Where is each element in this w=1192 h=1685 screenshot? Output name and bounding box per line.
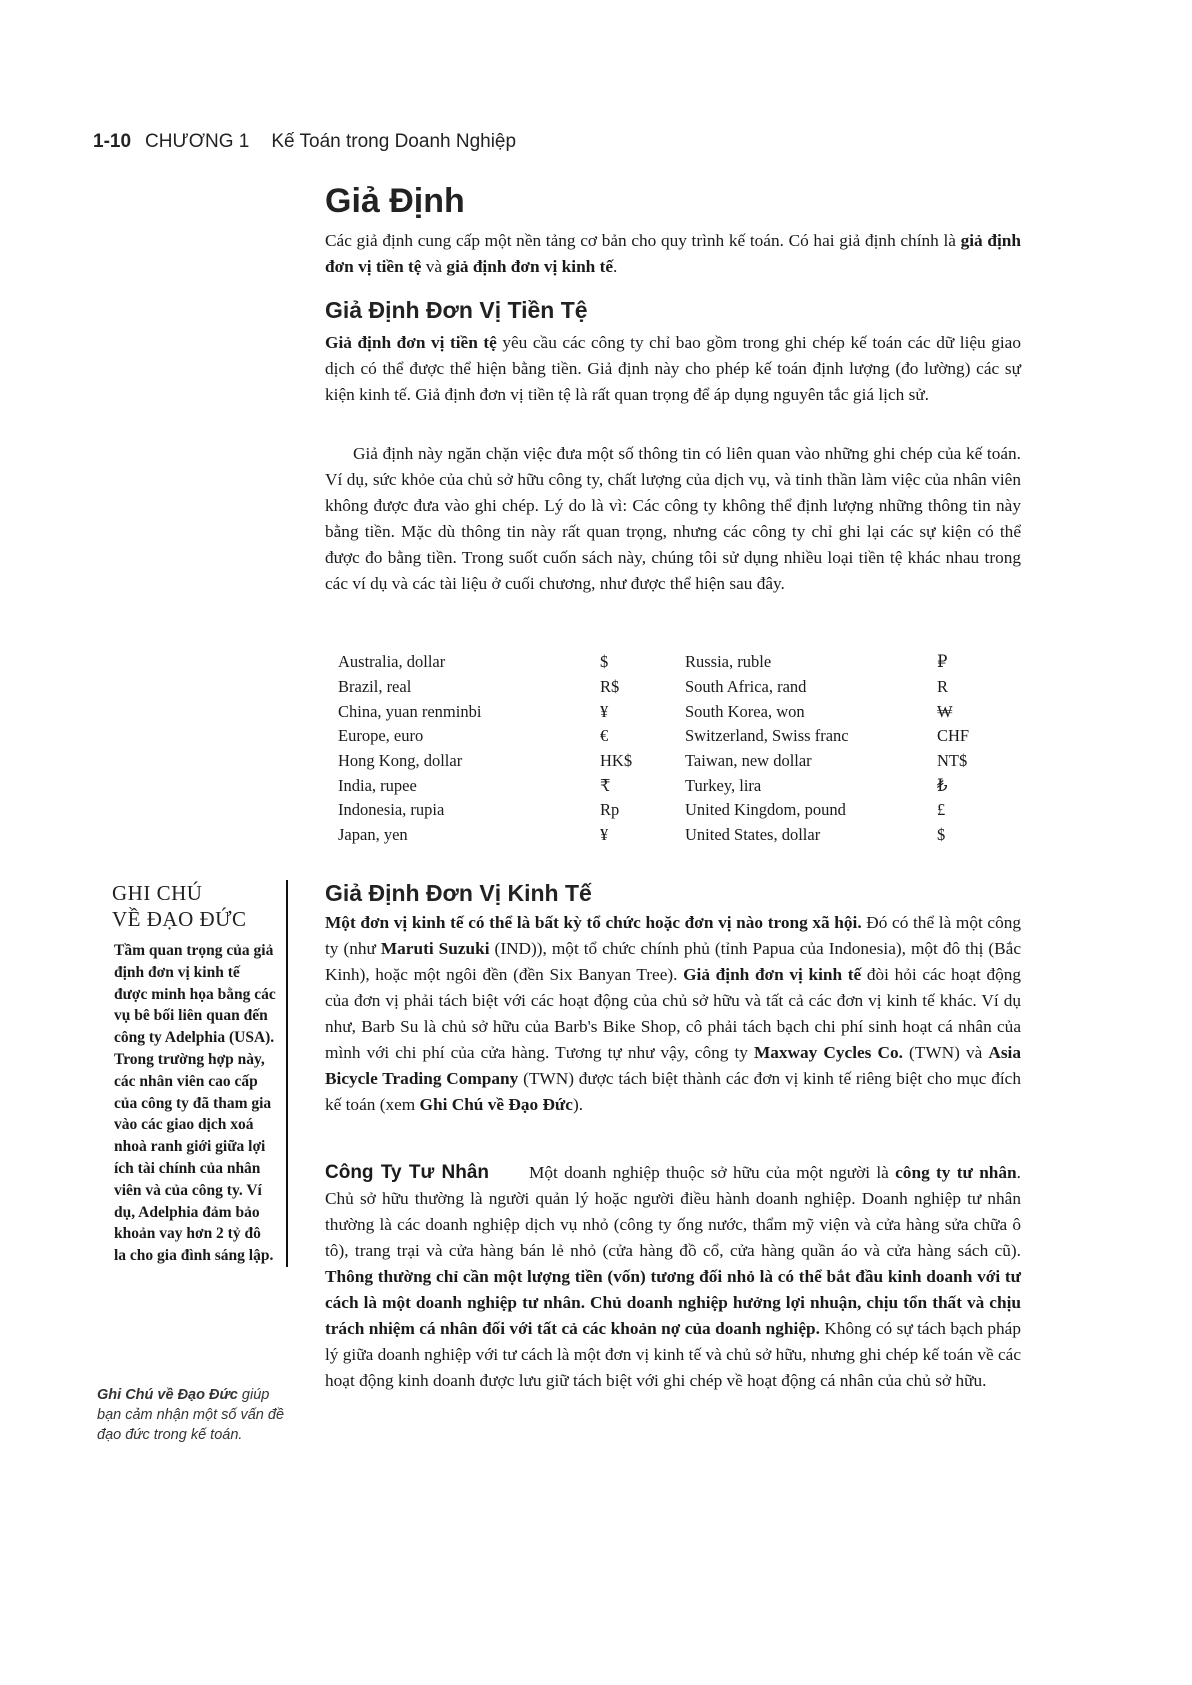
currency-name: Taiwan, new dollar — [685, 751, 812, 771]
economic-heading: Giả Định Đơn Vị Kinh Tế — [325, 880, 592, 906]
currency-name: India, rupee — [338, 775, 417, 795]
currency-symbol: Rp — [600, 800, 620, 820]
chapter-label: CHƯƠNG 1 — [145, 131, 250, 152]
ethics-sidebar-body: Tầm quan trọng của giả định đơn vị kinh tế được minh họa bằng các vụ bê bối liên quan đến công ty Adelphia (USA). Trong trường hợp này, các nhân viên cao cấp của công ty đã tham gia vào các giao dịch xoá nhoà ranh giới giữa lợi ích tài chính của nhân viên và của công ty. Ví dụ, Adelphia đảm bảo khoản vay hơn 2 tỷ đô la cho gia đình sáng lập. — [114, 942, 276, 1265]
currency-row — [338, 773, 997, 798]
currency-name: United States, dollar — [685, 825, 821, 845]
currency-row — [338, 798, 997, 823]
intro-bold-economic: giả định đơn vị kinh tế — [446, 257, 614, 276]
currency-symbol: R — [937, 677, 949, 697]
monetary-paragraph-1: Giả định đơn vị tiền tệ yêu cầu các công ty chỉ bao gồm trong ghi chép kế toán các dữ liệu giao dịch có thể được thể hiện bằng tiền. Giả định này cho phép kế toán định lượng (đo lường) các sự kiện kinh tế. Giả định đơn vị tiền tệ là rất quan trọng để áp dụng nguyên tắc giá lịch sử. — [325, 333, 1021, 404]
currency-name: Europe, euro — [338, 726, 424, 746]
currency-name: Switzerland, Swiss franc — [685, 726, 849, 746]
currency-row — [338, 675, 997, 700]
monetary-heading: Giả Định Đơn Vị Tiền Tệ — [325, 297, 588, 323]
currency-symbol: £ — [937, 800, 946, 820]
currency-symbol: ¥ — [600, 825, 609, 845]
currency-symbol: ₩ — [937, 701, 953, 721]
currency-row — [338, 650, 997, 675]
currency-row — [338, 724, 997, 749]
currency-row — [338, 749, 997, 774]
monetary-paragraph-2: Giả định này ngăn chặn việc đưa một số thông tin có liên quan vào những ghi chép của kế toán. Ví dụ, sức khỏe của chủ sở hữu công ty, chất lượng của dịch vụ, và tinh thần làm việc của nhân viên không được đưa vào ghi chép. Lý do là vì: Các công ty không thể định lượng những thông tin này bằng tiền. Mặc dù thông tin này rất quan trọng, nhưng các công ty chỉ ghi lại các sự kiện có thể được đo bằng tiền. Trong suốt cuốn sách này, chúng tôi sử dụng nhiều loại tiền tệ khác nhau trong các ví dụ và các tài liệu ở cuối chương, như được thể hiện sau đây. — [325, 444, 1021, 593]
chapter-title: Kế Toán trong Doanh Nghiệp — [271, 131, 517, 152]
currency-name: Hong Kong, dollar — [338, 751, 463, 771]
currency-name: South Korea, won — [685, 701, 805, 721]
currency-table — [338, 650, 997, 848]
running-head — [93, 131, 516, 153]
proprietorship-heading: Công Ty Tư Nhân — [325, 1162, 490, 1183]
currency-symbol: ₺ — [937, 775, 948, 795]
margin-note: Ghi Chú về Đạo Đức giúp bạn cảm nhận một số vấn đề đạo đức trong kế toán. — [97, 1387, 285, 1443]
currency-name: Japan, yen — [338, 825, 408, 845]
ethics-sidebar — [100, 880, 288, 1267]
currency-symbol: $ — [937, 825, 946, 845]
currency-name: Indonesia, rupia — [338, 800, 445, 820]
ethics-sidebar-heading: GHI CHÚ VỀ ĐẠO ĐỨC — [112, 881, 247, 931]
currency-row — [338, 823, 997, 848]
currency-name: South Africa, rand — [685, 677, 807, 697]
currency-name: United Kingdom, pound — [685, 800, 846, 820]
currency-symbol: ¥ — [600, 701, 609, 721]
currency-symbol: $ — [600, 652, 609, 672]
currency-row — [338, 699, 997, 724]
page-number: 1-10 — [93, 131, 132, 152]
currency-symbol: ₹ — [600, 775, 611, 795]
currency-name: Australia, dollar — [338, 652, 446, 672]
proprietorship-paragraph: Công Ty Tư Nhân Một doanh nghiệp thuộc sở hữu của một người là công ty tư nhân. Chủ sở hữu thường là người quản lý hoặc người điều hành doanh nghiệp. Doanh nghiệp tư nhân thường là các doanh nghiệp dịch vụ nhỏ (công ty ống nước, thẩm mỹ viện và cửa hàng sửa chữa ô tô), trang trại và cửa hàng bán lẻ nhỏ (cửa hàng đồ cổ, cửa hàng quần áo và cửa hàng sách cũ). Thông thường chỉ cần một lượng tiền (vốn) tương đối nhỏ là có thể bắt đầu kinh doanh với tư cách là một doanh nghiệp tư nhân. Chủ doanh nghiệp hưởng lợi nhuận, chịu tổn thất và chịu trách nhiệm cá nhân đối với tất cả các khoản nợ của doanh nghiệp. Không có sự tách bạch pháp lý giữa doanh nghiệp với tư cách là một đơn vị kinh tế và chủ sở hữu, nhưng ghi chép kế toán về các hoạt động kinh doanh được lưu giữ tách biệt với ghi chép về hoạt động cá nhân của chủ sở hữu. — [325, 1162, 1021, 1390]
currency-symbol: € — [600, 726, 609, 746]
currency-symbol: ₽ — [937, 652, 948, 672]
currency-symbol: CHF — [937, 726, 970, 746]
currency-symbol: NT$ — [937, 751, 968, 771]
intro-bold-monetary: giả định đơn vị tiền tệ — [325, 231, 1021, 276]
currency-name: China, yuan renminbi — [338, 701, 482, 721]
currency-name: Turkey, lira — [685, 775, 762, 795]
currency-name: Russia, ruble — [685, 652, 772, 672]
intro-paragraph: Các giả định cung cấp một nền tảng cơ bản cho quy trình kế toán. Có hai giả định chính là giả định đơn vị tiền tệ và giả định đơn vị kinh tế. — [325, 231, 1021, 276]
currency-symbol: HK$ — [600, 751, 633, 771]
economic-paragraph: Một đơn vị kinh tế có thể là bất kỳ tổ chức hoặc đơn vị nào trong xã hội. Đó có thể là một công ty (như Maruti Suzuki (IND)), một tổ chức chính phủ (tỉnh Papua của Indonesia), một đô thị (Bắc Kinh), hoặc một ngôi đền (đền Six Banyan Tree). Giả định đơn vị kinh tế đòi hỏi các hoạt động của đơn vị phải tách biệt với các hoạt động của chủ sở hữu và tất cả các đơn vị kinh tế khác. Ví dụ như, Barb Su là chủ sở hữu của Barb's Bike Shop, cô phải tách bạch chi phí sinh hoạt cá nhân của mình với chi phí của cửa hàng. Tương tự như vậy, công ty Maxway Cycles Co. (TWN) và Asia Bicycle Trading Company (TWN) được tách biệt thành các đơn vị kinh tế riêng biệt cho mục đích kế toán (xem Ghi Chú về Đạo Đức). — [325, 913, 1022, 1114]
currency-symbol: R$ — [600, 677, 620, 697]
section-title: Giả Định — [325, 182, 465, 220]
currency-name: Brazil, real — [338, 677, 412, 697]
